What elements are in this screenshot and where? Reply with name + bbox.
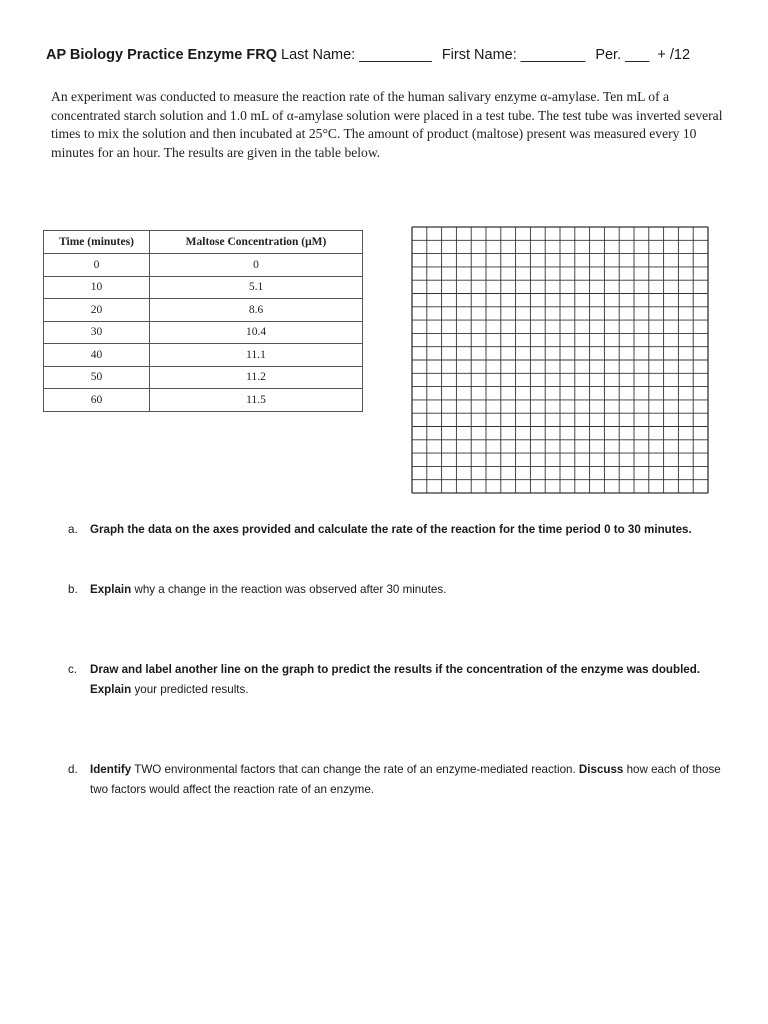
time-cell: 50 xyxy=(44,366,150,389)
maltose-cell: 10.4 xyxy=(150,321,363,344)
question-letter: c. xyxy=(68,663,78,676)
question-plain-text: your predicted results. xyxy=(131,683,249,696)
question-letter: d. xyxy=(68,763,78,776)
maltose-cell: 11.2 xyxy=(150,366,363,389)
time-cell: 0 xyxy=(44,254,150,277)
question-plain-text: how each of those two factors would affect the reaction rate of an enzyme. xyxy=(90,763,721,796)
question-letter: b. xyxy=(68,583,78,596)
table-header-row xyxy=(44,231,363,254)
maltose-cell: 8.6 xyxy=(150,299,363,322)
question-letter: a. xyxy=(68,523,78,536)
first-name-field: First Name: ________ xyxy=(441,47,586,63)
table-row xyxy=(44,366,363,389)
question-bold-text: Draw and label another line on the graph to predict the results if the concentration of the enzyme was doubled. xyxy=(90,663,701,676)
table-row xyxy=(44,389,363,412)
question-bold-text: Discuss xyxy=(578,763,624,776)
period-field: Per. ___ xyxy=(595,47,650,63)
question-text xyxy=(90,580,738,600)
maltose-cell: 11.1 xyxy=(150,344,363,367)
time-cell: 30 xyxy=(44,321,150,344)
time-cell: 10 xyxy=(44,276,150,299)
last-name-field: Last Name: _________ xyxy=(281,47,432,63)
maltose-cell: 0 xyxy=(150,254,363,277)
question-text xyxy=(90,520,738,540)
table-row xyxy=(44,254,363,277)
time-cell: 40 xyxy=(44,344,150,367)
maltose-data-table xyxy=(43,230,363,412)
column-header-maltose: Maltose Concentration (μM) xyxy=(150,231,363,254)
score-field: + /12 xyxy=(657,47,691,63)
question-bold-text: Identify xyxy=(90,763,132,776)
question-text xyxy=(90,760,738,800)
table-row xyxy=(44,321,363,344)
time-cell: 60 xyxy=(44,389,150,412)
graph-paper-grid[interactable] xyxy=(410,225,710,495)
question-plain-text: TWO environmental factors that can change the rate of an enzyme-mediated reaction. xyxy=(131,763,579,776)
worksheet-header xyxy=(46,47,736,63)
question-bold-text: Explain xyxy=(90,683,132,696)
graph-grid-area[interactable] xyxy=(410,225,710,500)
maltose-cell: 5.1 xyxy=(150,276,363,299)
maltose-cell: 11.5 xyxy=(150,389,363,412)
worksheet-title: AP Biology Practice Enzyme FRQ xyxy=(46,47,277,63)
experiment-description: An experiment was conducted to measure the reaction rate of the human salivary enzyme α-amylase. Ten mL of a concentrated starch solution and 1.0 mL of α-amylase solution were placed in a test tube. The test tube was inverted several times to mix the solution and then incubated at 25°C. The amount of product (maltose) present was measured every 10 minutes for an hour. The results are given in the table below. xyxy=(51,89,723,160)
time-cell: 20 xyxy=(44,299,150,322)
question-bold-text: Graph the data on the axes provided and calculate the rate of the reaction for the time period 0 to 30 minutes. xyxy=(90,523,692,536)
table-row xyxy=(44,276,363,299)
table-row xyxy=(44,344,363,367)
question-plain-text: why a change in the reaction was observed after 30 minutes. xyxy=(131,583,447,596)
column-header-time: Time (minutes) xyxy=(44,231,150,254)
table-row xyxy=(44,299,363,322)
question-bold-text: Explain xyxy=(90,583,132,596)
question-text xyxy=(90,660,738,700)
